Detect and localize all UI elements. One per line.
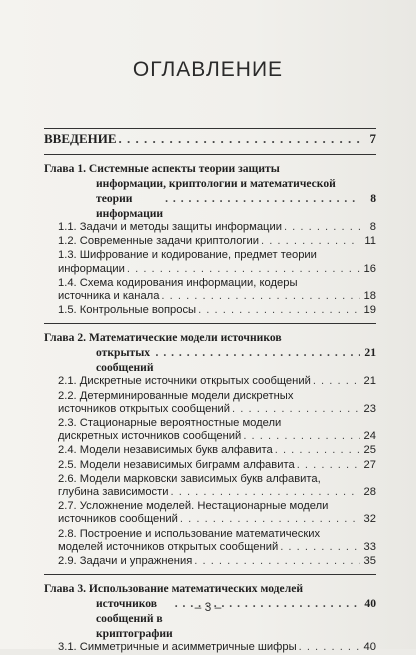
toc-section [44, 641, 376, 655]
section-text: 2.9. Задачи и упражнения [58, 555, 193, 568]
chapter-title-end: источников сообщений в криптографии [96, 597, 173, 641]
section-page: 25 [363, 444, 376, 457]
toc-section [44, 444, 376, 458]
toc-section [44, 221, 376, 235]
section-line [58, 375, 376, 388]
chapter-title [44, 330, 376, 375]
chapter [44, 330, 376, 575]
chapter-divider [44, 574, 376, 575]
section-page: 11 [364, 235, 376, 248]
section-line [58, 403, 376, 416]
section-line [58, 541, 376, 554]
toc-section [44, 249, 376, 276]
section-text: 3.1. Симметричные и асимметричные шифры [58, 641, 297, 654]
leader-dots [284, 221, 360, 234]
chapter-list [44, 161, 376, 655]
section-page: 32 [363, 513, 376, 526]
section-text: 1.2. Современные задачи криптологии [58, 235, 259, 248]
section-text: 1.1. Задачи и методы защиты информации [58, 221, 282, 233]
leader-dots [165, 191, 360, 206]
section-line-cont [58, 277, 376, 290]
leader-dots [198, 304, 360, 317]
leader-dots [180, 513, 360, 526]
section-line [58, 459, 376, 472]
chapter-title-last [44, 191, 376, 221]
section-line [58, 304, 376, 317]
section-text: 2.6. Модели марковски зависимых букв алфавита, [58, 472, 321, 485]
leader-dots [243, 430, 360, 443]
chapter-title-line [44, 330, 376, 345]
section-line [58, 430, 376, 443]
chapter-title-line [44, 581, 376, 596]
toc-section [44, 375, 376, 389]
section-page: 24 [363, 430, 376, 443]
section-line [58, 235, 376, 248]
leader-dots [127, 263, 360, 276]
section-line [58, 486, 376, 499]
section-page: 16 [363, 262, 376, 275]
section-line [58, 641, 376, 654]
section-text: 2.2. Детерминированные модели дискретных [58, 389, 294, 402]
leader-dots [313, 375, 360, 388]
table-of-contents [44, 128, 376, 655]
toc-section [44, 277, 376, 304]
chapter [44, 581, 376, 655]
chapter-title-end: открытых сообщений [96, 346, 154, 375]
section-text: 2.3. Стационарные вероятностные модели [58, 417, 282, 430]
chapter-title [44, 161, 376, 221]
toc-section [44, 235, 376, 249]
leader-dots [280, 541, 360, 554]
toc-section [44, 390, 376, 417]
section-line-cont [58, 473, 376, 486]
section-text: дискретных источников сообщений [58, 430, 242, 443]
toc-section [44, 555, 376, 569]
chapter-lead: Глава 1. Системные аспекты теории защиты [44, 162, 280, 175]
section-text: 2.7. Усложнение моделей. Нестационарные модели [58, 500, 329, 513]
chapter-page: 8 [370, 192, 376, 205]
section-line-cont [58, 417, 376, 430]
section-text: 2.8. Построение и использование математических [58, 527, 321, 540]
leader-dots [275, 444, 360, 457]
leader-dots [156, 345, 360, 360]
section-page: 8 [369, 221, 376, 233]
divider [44, 154, 376, 155]
leader-dots [261, 235, 360, 248]
section-text: моделей источников открытых сообщений [58, 540, 279, 553]
intro-label: ВВЕДЕНИЕ [44, 131, 117, 146]
chapter-title-line [44, 161, 376, 176]
leader-dots [299, 641, 360, 654]
toc-section [44, 528, 376, 555]
section-page: 21 [363, 375, 376, 388]
section-text: 1.5. Контрольные вопросы [58, 304, 197, 317]
section-page: 18 [363, 290, 376, 303]
page-title: ОГЛАВЛЕНИЕ [132, 58, 284, 81]
top-rule [44, 128, 376, 129]
section-text: 1.3. Шифрование и кодирование, предмет теории [58, 249, 317, 262]
leader-dots [119, 131, 360, 147]
section-text: информации [58, 262, 125, 275]
toc-section [44, 417, 376, 444]
section-page: 33 [363, 540, 376, 553]
section-line-cont [58, 249, 376, 262]
intro-page: 7 [369, 131, 376, 146]
section-line-cont [58, 500, 376, 513]
chapter-page: 21 [364, 346, 376, 360]
section-line [58, 513, 376, 526]
section-page: 19 [363, 304, 376, 317]
section-page: 23 [363, 402, 376, 415]
leader-dots [171, 486, 360, 499]
section-page: 27 [363, 458, 376, 471]
leader-dots [297, 459, 360, 472]
toc-section [44, 500, 376, 527]
section-page: 28 [363, 486, 376, 499]
toc-section [44, 473, 376, 500]
chapter-page: 40 [364, 597, 376, 611]
section-text: 1.4. Схема кодирования информации, кодеры [58, 276, 298, 289]
toc-section [44, 304, 376, 318]
leader-dots [194, 555, 360, 568]
toc-entry-intro [44, 131, 376, 147]
section-text: источников открытых сообщений [58, 402, 231, 415]
page-number: – 3 – [194, 600, 222, 614]
toc-section [44, 459, 376, 473]
section-line [58, 555, 376, 568]
section-line [58, 221, 376, 234]
section-line-cont [58, 390, 376, 403]
section-line [58, 263, 376, 276]
section-text: 2.5. Модели независимых биграмм алфавита [58, 458, 295, 471]
leader-dots [161, 290, 360, 303]
leader-dots [232, 403, 360, 416]
section-text: источников сообщений [58, 513, 178, 526]
chapter-lead: Глава 2. Математические модели источников [44, 331, 282, 345]
chapter [44, 161, 376, 324]
chapter-title-last [44, 345, 376, 375]
section-text: источника и канала [58, 290, 160, 303]
section-line [58, 444, 376, 457]
section-line-cont [58, 528, 376, 541]
chapter-title-cont: информации, криптологии и математической [96, 177, 336, 190]
section-text: 2.4. Модели независимых букв алфавита [58, 444, 273, 457]
section-text: глубина зависимости [58, 486, 169, 499]
chapter-divider [44, 323, 376, 324]
section-text: 2.1. Дискретные источники открытых сообщений [58, 375, 311, 388]
section-page: 35 [363, 555, 376, 568]
chapter-lead: Глава 3. Использование математических моделей [44, 582, 304, 596]
chapter-title-end: теории информации [96, 192, 164, 220]
section-line [58, 290, 376, 303]
section-page: 40 [363, 641, 376, 654]
